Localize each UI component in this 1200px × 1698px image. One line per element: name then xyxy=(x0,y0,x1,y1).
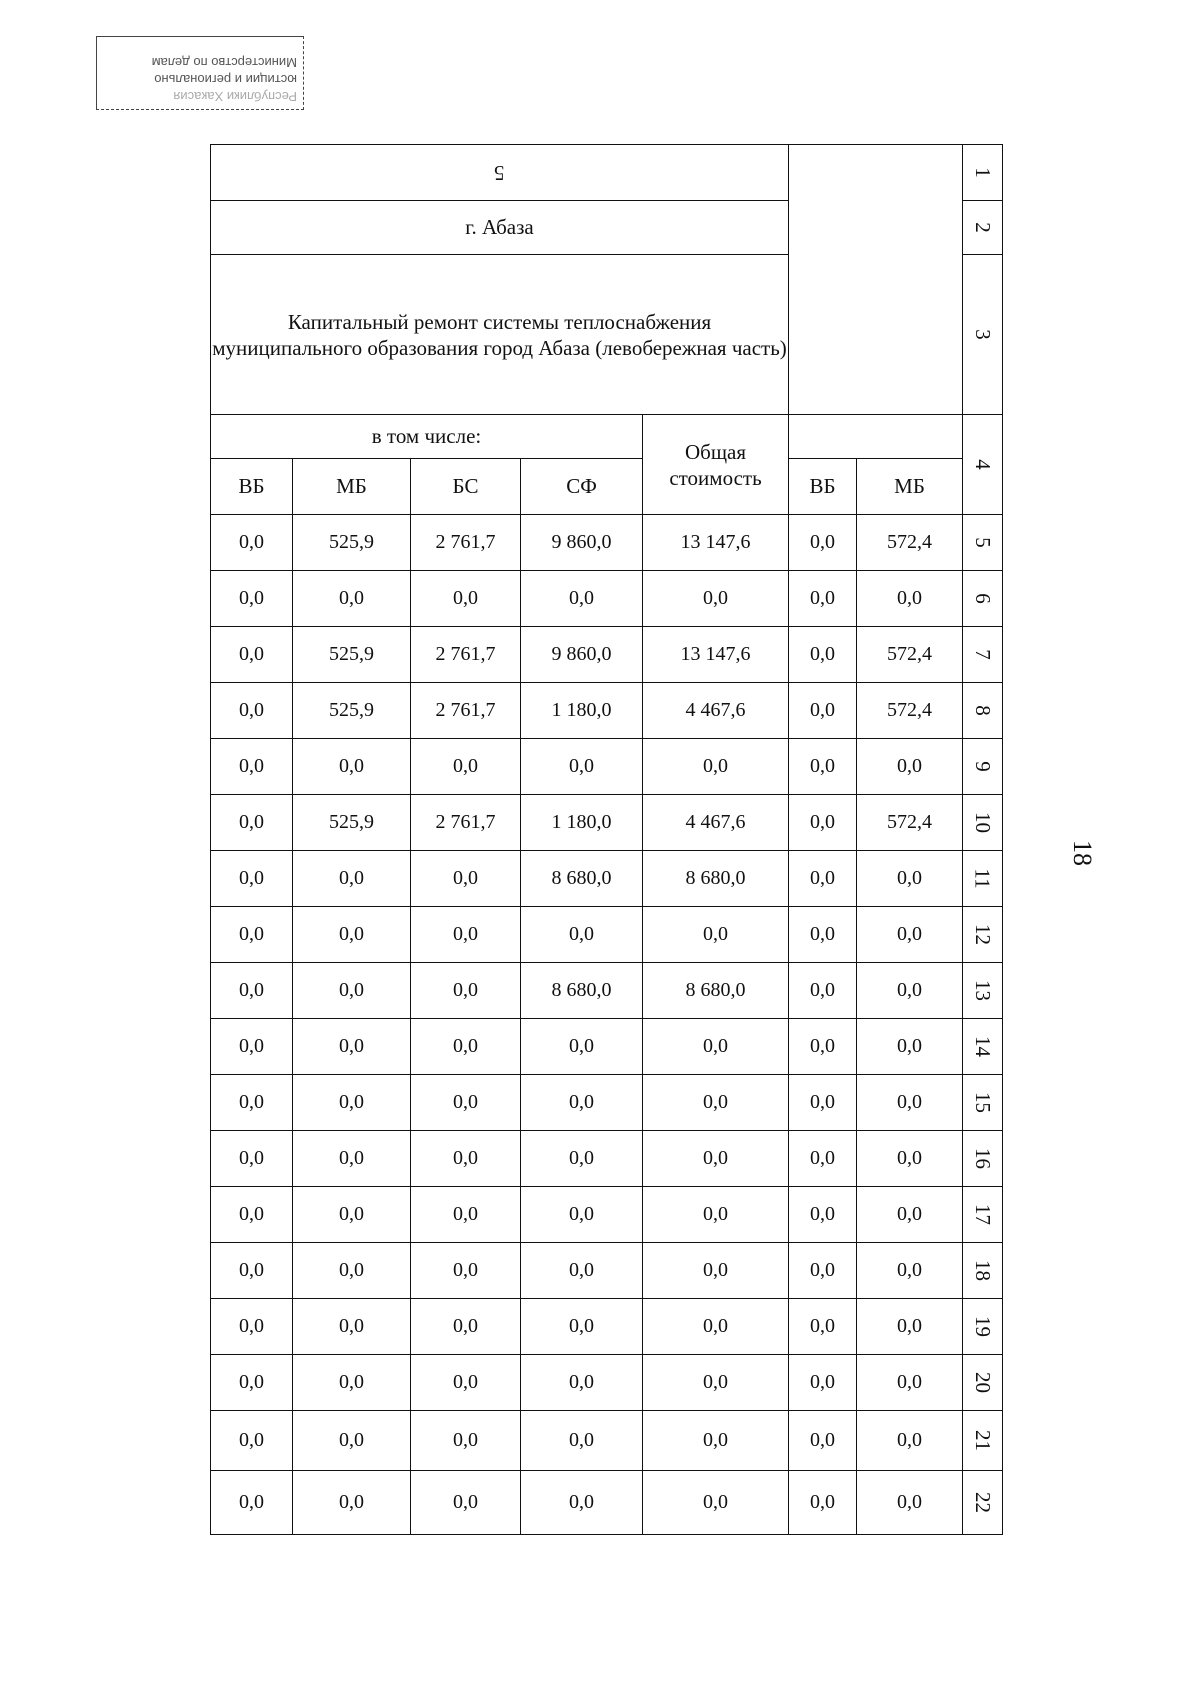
cell-vb-right: 0,0 xyxy=(789,907,857,963)
cell-mb-right: 0,0 xyxy=(857,1471,963,1535)
cell-vb-right: 0,0 xyxy=(789,795,857,851)
cell-mb-right: 0,0 xyxy=(857,1355,963,1411)
col-header-sf: СФ xyxy=(521,459,643,515)
cell-vb-right: 0,0 xyxy=(789,515,857,571)
cell-sf: 0,0 xyxy=(521,1019,643,1075)
cell-vb: 0,0 xyxy=(211,739,293,795)
cell-vb: 0,0 xyxy=(211,1019,293,1075)
row-label-4: 4 xyxy=(963,415,1003,515)
cell-vb-right: 0,0 xyxy=(789,1187,857,1243)
cell-sf: 9 860,0 xyxy=(521,627,643,683)
cell-mb: 0,0 xyxy=(293,1299,411,1355)
cell-total: 0,0 xyxy=(643,1411,789,1471)
header-cell-5: 5 xyxy=(211,145,789,201)
table-row xyxy=(211,1411,1003,1471)
cell-sf: 8 680,0 xyxy=(521,963,643,1019)
cell-sf: 9 860,0 xyxy=(521,515,643,571)
row-number: 17 xyxy=(963,1187,1003,1243)
row-number: 18 xyxy=(963,1243,1003,1299)
row-number: 22 xyxy=(963,1471,1003,1535)
cell-sf: 0,0 xyxy=(521,739,643,795)
cell-vb: 0,0 xyxy=(211,1471,293,1535)
row-label-1: 1 xyxy=(963,145,1003,201)
cell-vb: 0,0 xyxy=(211,571,293,627)
row-label-2: 2 xyxy=(963,201,1003,255)
cell-mb-right: 0,0 xyxy=(857,851,963,907)
cell-mb: 0,0 xyxy=(293,739,411,795)
col-header-mb-right: МБ xyxy=(857,459,963,515)
cell-mb: 0,0 xyxy=(293,1411,411,1471)
cell-sf: 1 180,0 xyxy=(521,683,643,739)
table-row xyxy=(211,515,1003,571)
cell-mb: 0,0 xyxy=(293,1471,411,1535)
cell-sf: 0,0 xyxy=(521,1299,643,1355)
cell-mb-right: 572,4 xyxy=(857,515,963,571)
header-row-4b xyxy=(211,459,1003,515)
cell-bs: 0,0 xyxy=(411,739,521,795)
table-row xyxy=(211,1019,1003,1075)
col-header-bs: БС xyxy=(411,459,521,515)
cell-vb: 0,0 xyxy=(211,963,293,1019)
row-number: 10 xyxy=(963,795,1003,851)
cell-sf: 0,0 xyxy=(521,1187,643,1243)
cell-mb-right: 572,4 xyxy=(857,627,963,683)
cell-mb-right: 0,0 xyxy=(857,1187,963,1243)
cell-mb: 0,0 xyxy=(293,1243,411,1299)
cell-sf: 1 180,0 xyxy=(521,795,643,851)
cell-mb: 525,9 xyxy=(293,627,411,683)
cell-sf: 0,0 xyxy=(521,1131,643,1187)
cell-mb-right: 572,4 xyxy=(857,683,963,739)
cell-bs: 0,0 xyxy=(411,1471,521,1535)
cell-mb: 525,9 xyxy=(293,683,411,739)
table-row xyxy=(211,795,1003,851)
cell-mb: 0,0 xyxy=(293,963,411,1019)
cell-vb: 0,0 xyxy=(211,1187,293,1243)
city-cell: г. Абаза xyxy=(211,201,789,255)
stamp-line: Республики Хакасия xyxy=(173,89,297,104)
cell-vb-right: 0,0 xyxy=(789,1243,857,1299)
cell-total: 8 680,0 xyxy=(643,963,789,1019)
cell-vb: 0,0 xyxy=(211,1075,293,1131)
cell-vb-right: 0,0 xyxy=(789,963,857,1019)
cell-vb-right: 0,0 xyxy=(789,1411,857,1471)
cell-bs: 0,0 xyxy=(411,851,521,907)
cell-total: 13 147,6 xyxy=(643,515,789,571)
cell-mb-right: 0,0 xyxy=(857,1075,963,1131)
cell-vb: 0,0 xyxy=(211,1355,293,1411)
col-header-mb: МБ xyxy=(293,459,411,515)
cell-mb-right: 0,0 xyxy=(857,963,963,1019)
cell-vb: 0,0 xyxy=(211,795,293,851)
table-row xyxy=(211,1471,1003,1535)
registration-stamp xyxy=(96,36,304,110)
cell-vb-right: 0,0 xyxy=(789,1355,857,1411)
header-row-1 xyxy=(211,145,1003,201)
in-that-number-header: в том числе: xyxy=(211,415,643,459)
row-number: 16 xyxy=(963,1131,1003,1187)
cell-mb: 0,0 xyxy=(293,1019,411,1075)
cell-vb-right: 0,0 xyxy=(789,1131,857,1187)
cell-vb: 0,0 xyxy=(211,1131,293,1187)
table-row xyxy=(211,1299,1003,1355)
cell-mb-right: 0,0 xyxy=(857,1243,963,1299)
row-number: 5 xyxy=(963,515,1003,571)
cell-sf: 0,0 xyxy=(521,1471,643,1535)
table-row xyxy=(211,1075,1003,1131)
row-label-3: 3 xyxy=(963,255,1003,415)
right-group-header xyxy=(789,415,963,459)
cell-vb: 0,0 xyxy=(211,515,293,571)
cell-mb-right: 572,4 xyxy=(857,795,963,851)
cell-total: 0,0 xyxy=(643,1131,789,1187)
cell-mb-right: 0,0 xyxy=(857,1411,963,1471)
cell-bs: 0,0 xyxy=(411,1299,521,1355)
cell-mb: 0,0 xyxy=(293,571,411,627)
cell-bs: 2 761,7 xyxy=(411,795,521,851)
table-row xyxy=(211,907,1003,963)
stamp-line: юстиции и регионально xyxy=(154,72,297,87)
cell-sf: 0,0 xyxy=(521,1355,643,1411)
cell-bs: 0,0 xyxy=(411,571,521,627)
cell-vb: 0,0 xyxy=(211,907,293,963)
cell-vb-right: 0,0 xyxy=(789,851,857,907)
cell-vb-right: 0,0 xyxy=(789,683,857,739)
cell-total: 0,0 xyxy=(643,571,789,627)
cell-bs: 0,0 xyxy=(411,1187,521,1243)
cell-total: 13 147,6 xyxy=(643,627,789,683)
row-number: 12 xyxy=(963,907,1003,963)
table-row xyxy=(211,1131,1003,1187)
table-row xyxy=(211,1243,1003,1299)
project-description: Капитальный ремонт системы теплоснабжения муниципального образования город Абаза (левобережная часть) xyxy=(211,255,789,415)
cell-bs: 0,0 xyxy=(411,907,521,963)
table-row xyxy=(211,963,1003,1019)
cell-bs: 0,0 xyxy=(411,1019,521,1075)
cell-mb: 0,0 xyxy=(293,1131,411,1187)
cell-mb: 0,0 xyxy=(293,907,411,963)
cell-mb: 525,9 xyxy=(293,515,411,571)
cell-mb-right: 0,0 xyxy=(857,1019,963,1075)
cell-sf: 0,0 xyxy=(521,1411,643,1471)
page-number: 18 xyxy=(1068,840,1097,866)
cell-vb-right: 0,0 xyxy=(789,739,857,795)
cell-bs: 0,0 xyxy=(411,1131,521,1187)
cell-bs: 0,0 xyxy=(411,1243,521,1299)
table-row xyxy=(211,571,1003,627)
table-row xyxy=(211,739,1003,795)
row-number: 15 xyxy=(963,1075,1003,1131)
cell-total: 8 680,0 xyxy=(643,851,789,907)
col-header-vb: ВБ xyxy=(211,459,293,515)
cell-bs: 2 761,7 xyxy=(411,683,521,739)
cell-bs: 0,0 xyxy=(411,1411,521,1471)
cell-total: 0,0 xyxy=(643,907,789,963)
cell-mb: 0,0 xyxy=(293,1075,411,1131)
cell-vb-right: 0,0 xyxy=(789,1471,857,1535)
cell-sf: 8 680,0 xyxy=(521,851,643,907)
cell-vb-right: 0,0 xyxy=(789,1075,857,1131)
table-row xyxy=(211,851,1003,907)
row-number: 13 xyxy=(963,963,1003,1019)
cell-bs: 0,0 xyxy=(411,1355,521,1411)
header-row-4a xyxy=(211,415,1003,459)
row-number: 20 xyxy=(963,1355,1003,1411)
cell-mb: 0,0 xyxy=(293,1187,411,1243)
budget-table xyxy=(210,144,1003,1535)
cell-vb: 0,0 xyxy=(211,1411,293,1471)
cell-vb: 0,0 xyxy=(211,627,293,683)
row-number: 14 xyxy=(963,1019,1003,1075)
cell-vb-right: 0,0 xyxy=(789,627,857,683)
cell-bs: 0,0 xyxy=(411,963,521,1019)
header-blank-cell xyxy=(789,145,963,415)
cell-mb-right: 0,0 xyxy=(857,907,963,963)
stamp-line: Министерство по делам xyxy=(151,55,297,70)
cell-sf: 0,0 xyxy=(521,571,643,627)
cell-total: 0,0 xyxy=(643,1075,789,1131)
row-number: 6 xyxy=(963,571,1003,627)
row-number: 21 xyxy=(963,1411,1003,1471)
cell-vb: 0,0 xyxy=(211,683,293,739)
cell-vb-right: 0,0 xyxy=(789,1299,857,1355)
row-number: 8 xyxy=(963,683,1003,739)
cell-vb-right: 0,0 xyxy=(789,1019,857,1075)
row-number: 19 xyxy=(963,1299,1003,1355)
cell-mb: 0,0 xyxy=(293,1355,411,1411)
row-number: 9 xyxy=(963,739,1003,795)
col-header-vb-right: ВБ xyxy=(789,459,857,515)
cell-sf: 0,0 xyxy=(521,1243,643,1299)
table-row xyxy=(211,1355,1003,1411)
cell-vb: 0,0 xyxy=(211,1243,293,1299)
table-body xyxy=(211,515,1003,1535)
cell-mb-right: 0,0 xyxy=(857,739,963,795)
cell-total: 4 467,6 xyxy=(643,795,789,851)
cell-total: 0,0 xyxy=(643,1243,789,1299)
cell-sf: 0,0 xyxy=(521,907,643,963)
cell-bs: 0,0 xyxy=(411,1075,521,1131)
cell-total: 0,0 xyxy=(643,1187,789,1243)
cell-total: 0,0 xyxy=(643,739,789,795)
cell-total: 4 467,6 xyxy=(643,683,789,739)
cell-total: 0,0 xyxy=(643,1471,789,1535)
cell-total: 0,0 xyxy=(643,1299,789,1355)
cell-bs: 2 761,7 xyxy=(411,627,521,683)
cell-vb: 0,0 xyxy=(211,851,293,907)
cell-total: 0,0 xyxy=(643,1019,789,1075)
cell-vb: 0,0 xyxy=(211,1299,293,1355)
row-number: 7 xyxy=(963,627,1003,683)
cell-mb-right: 0,0 xyxy=(857,1299,963,1355)
table-row xyxy=(211,683,1003,739)
cell-mb-right: 0,0 xyxy=(857,571,963,627)
cell-sf: 0,0 xyxy=(521,1075,643,1131)
cell-mb: 0,0 xyxy=(293,851,411,907)
row-number: 11 xyxy=(963,851,1003,907)
table-row xyxy=(211,627,1003,683)
cell-total: 0,0 xyxy=(643,1355,789,1411)
cell-vb-right: 0,0 xyxy=(789,571,857,627)
table-row xyxy=(211,1187,1003,1243)
total-cost-header: Общая стоимость xyxy=(643,415,789,515)
cell-mb: 525,9 xyxy=(293,795,411,851)
cell-bs: 2 761,7 xyxy=(411,515,521,571)
cell-mb-right: 0,0 xyxy=(857,1131,963,1187)
